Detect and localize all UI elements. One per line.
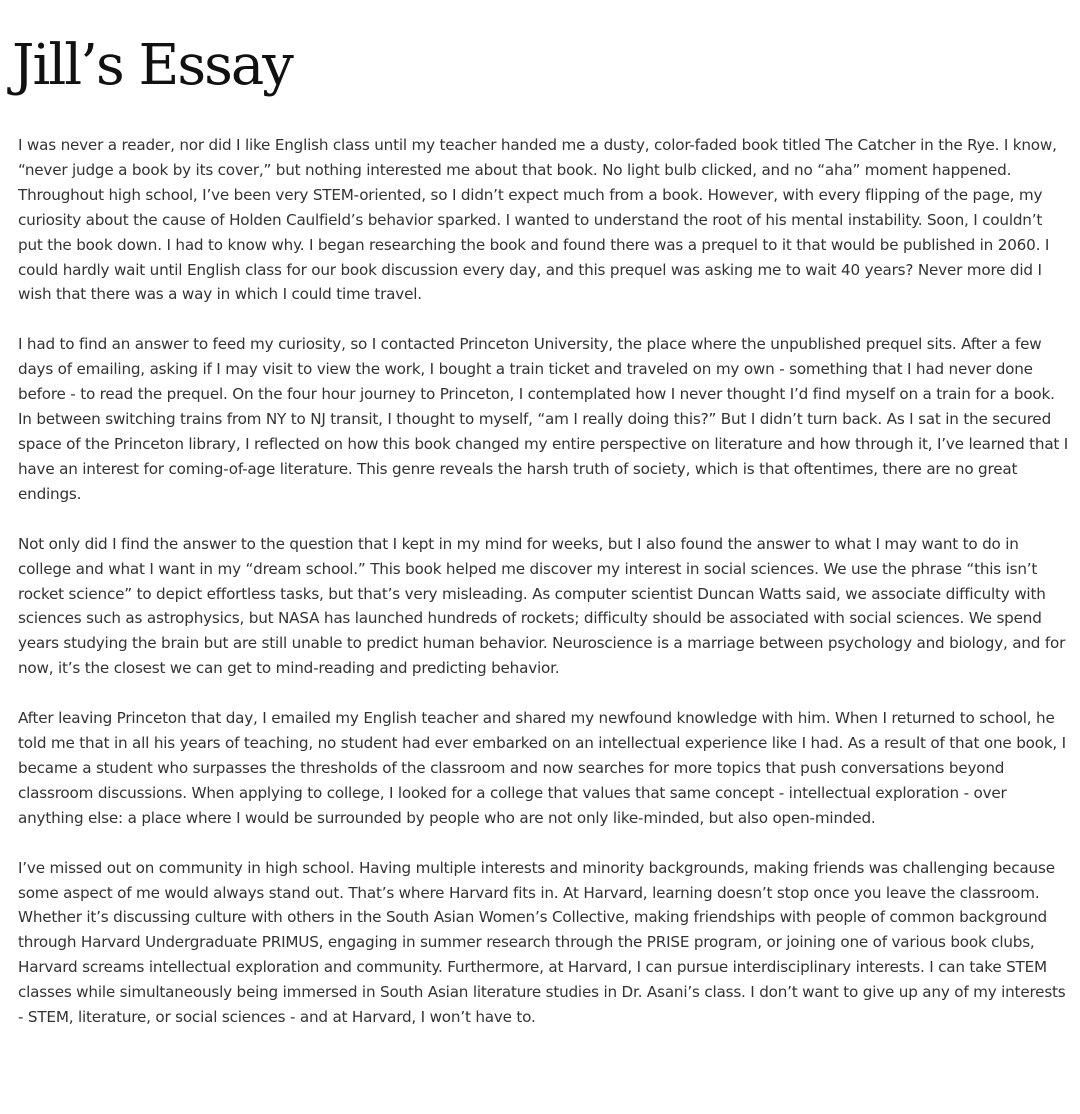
page-title: Jill’s Essay [12, 33, 292, 98]
essay-paragraph-2: I had to find an answer to feed my curiosity, so I contacted Princeton University, the place where the unpublished prequel sits. After a few days of emailing, asking if I may visit to view the work, I bought a train ticket and traveled on my own - something that I had never done before - to read the prequel. On the four hour journey to Princeton, I contemplated how I never thought I’d find myself on a train for a book. In between switching trains from NY to NJ transit, I thought to myself, “am I really doing this?” But I didn’t turn back. As I sat in the secured space of the Princeton library, I reflected on how this book changed my entire perspective on literature and how through it, I’ve learned that I have an interest for coming-of-age literature. This genre reveals the harsh truth of society, which is that oftentimes, there are no great endings. [18, 335, 1069, 503]
essay-paragraph-4: After leaving Princeton that day, I emailed my English teacher and shared my newfound knowledge with him. When I returned to school, he told me that in all his years of teaching, no student had ever embarked on an intellectual experience like I had. As a result of that one book, I became a student who surpasses the thresholds of the classroom and now searches for more topics that push conversations beyond classroom discussions. When applying to college, I looked for a college that values that same concept - intellectual exploration - over anything else: a place where I would be surrounded by people who are not only like-minded, but also open-minded. [18, 709, 1066, 827]
essay-paragraph-3: Not only did I find the answer to the question that I kept in my mind for weeks, but I also found the answer to what I may want to do in college and what I want in my “dream school.” This book helped me discover my interest in social sciences. We use the phrase “this isn’t rocket science” to depict effortless tasks, but that’s very misleading. As computer scientist Duncan Watts said, we associate difficulty with sciences such as astrophysics, but NASA has launched hundreds of rockets; difficulty should be associated with social sciences. We spend years studying the brain but are still unable to predict human behavior. Neuroscience is a marriage between psychology and biology, and for now, it’s the closest we can get to mind-reading and predicting behavior. [18, 534, 1066, 678]
essay-paragraph-5: I’ve missed out on community in high school. Having multiple interests and minority backgrounds, making friends was challenging because some aspect of me would always stand out. That’s where Harvard fits in. At Harvard, learning doesn’t stop once you leave the classroom. Whether it’s discussing culture with others in the South Asian Women’s Collective, making friendships with people of common background through Harvard Undergraduate PRIMUS, engaging in summer research through the PRISE program, or joining one of various book clubs, Harvard screams intellectual exploration and community. Furthermore, at Harvard, I can pursue interdisciplinary interests. I can take STEM classes while simultaneously being immersed in South Asian literature studies in Dr. Asani’s class. I don’t want to give up any of my interests - STEM, literature, or social sciences - and at Harvard, I won’t have to. [18, 858, 1066, 1027]
essay-paragraph-1: I was never a reader, nor did I like English class until my teacher handed me a dusty, color-faded book titled The Catcher in the Rye. I know, “never judge a book by its cover,” but nothing interested me about that book. No light bulb clicked, and no “aha” moment happened. Throughout high school, I’ve been very STEM-oriented, so I didn’t expect much from a book. However, with every flipping of the page, my curiosity about the cause of Holden Caulfield’s behavior sparked. I wanted to understand the root of his mental instability. Soon, I couldn’t put the book down. I had to know why. I began researching the book and found there was a prequel to it that would be published in 2060. I could hardly wait until English class for our book discussion every day, and this prequel was asking me to wait 40 years? Never more did I wish that there was a way in which I could time travel. [18, 136, 1057, 304]
essay-body [18, 133, 1070, 1055]
